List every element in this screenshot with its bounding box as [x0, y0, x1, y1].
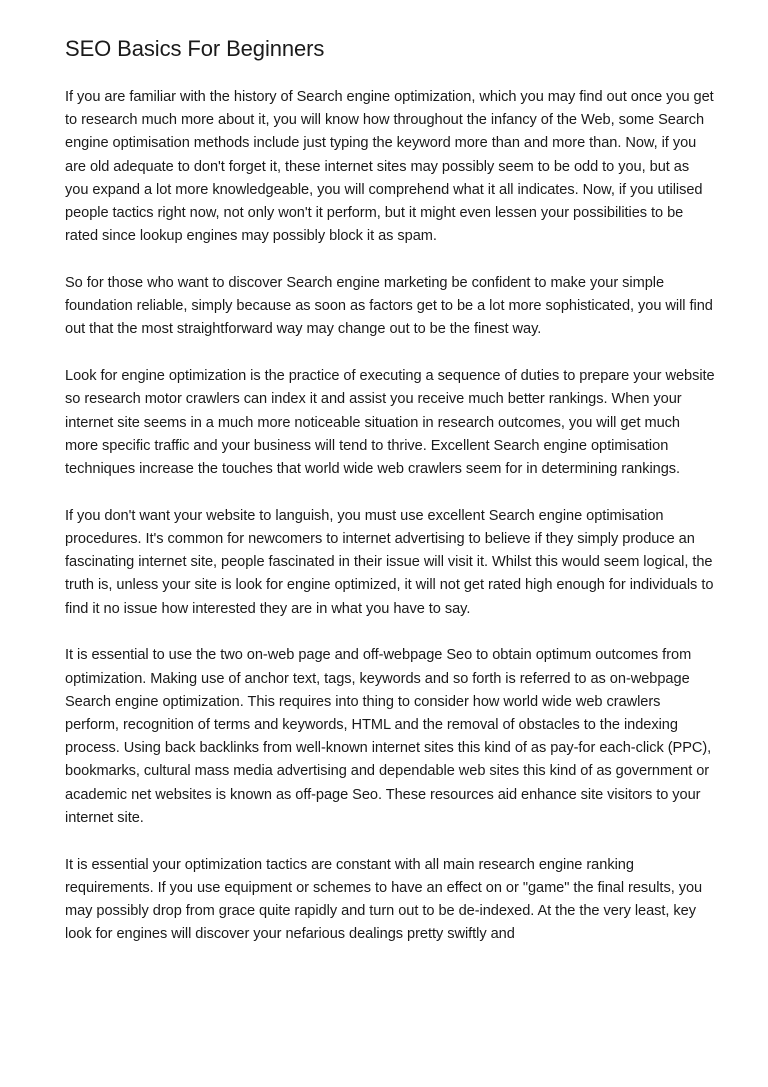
document-title: SEO Basics For Beginners	[65, 36, 325, 61]
paragraph-2: So for those who want to discover Search engine marketing be confident to make your simple foundation reliable, simply because as soon as factors get to be a lot more sophisticated, you will find out that the most straightforward way may change out to be the finest way.	[65, 275, 713, 338]
document-page	[65, 34, 715, 970]
paragraph-4: If you don't want your website to languish, you must use excellent Search engine optimisation procedures. It's common for newcomers to internet advertising to believe if they simply produce an fascinating internet site, people fascinated in their issue will visit it. Whilst this would seem logical, the truth is, unless your site is look for engine optimized, it will not get rated high enough for individuals to find it no issue how interested they are in what you have to say.	[65, 507, 714, 617]
paragraph-5: It is essential to use the two on-web page and off-webpage Seo to obtain optimum outcomes from optimization. Making use of anchor text, tags, keywords and so forth is referred to as on-webpage Search engine optimization. This requires into thing to consider how world wide web crawlers perform, recognition of terms and keywords, HTML and the removal of obstacles to the indexing process. Using back backlinks from well-known internet sites this kind of as pay-for each-click (PPC), bookmarks, cultural mass media advertising and dependable web sites this kind of as government or academic net websites is known as off-page Seo. These resources aid enhance site visitors to your internet site.	[65, 647, 712, 826]
paragraph-6: It is essential your optimization tactics are constant with all main research engine ranking requirements. If you use equipment or schemes to have an effect on or "game" the final results, you may possibly drop from grace quite rapidly and turn out to be de-indexed. At the the very least, key look for engines will discover your nefarious dealings pretty swiftly and	[65, 856, 703, 943]
paragraph-3: Look for engine optimization is the practice of executing a sequence of duties to prepare your website so research motor crawlers can index it and assist you receive much better rankings. When your internet site seems in a much more noticeable situation in research outcomes, you will get much more specific traffic and your business will tend to thrive. Excellent Search engine optimisation techniques increase the touches that world wide web crawlers seem for in determining rankings.	[65, 368, 715, 478]
paragraph-1: If you are familiar with the history of Search engine optimization, which you may find out once you get to research much more about it, you will know how throughout the infancy of the Web, some Search engine optimisation methods include just typing the keyword more than and more than. Now, if you are old adequate to don't forget it, these internet sites may possibly seem to be odd to you, but as you expand a lot more knowledgeable, you will comprehend what it all indicates. Now, if you utilised people tactics right now, not only won't it perform, but it might even lessen your possibilities to be rated since lookup engines may possibly block it as spam.	[65, 89, 714, 245]
